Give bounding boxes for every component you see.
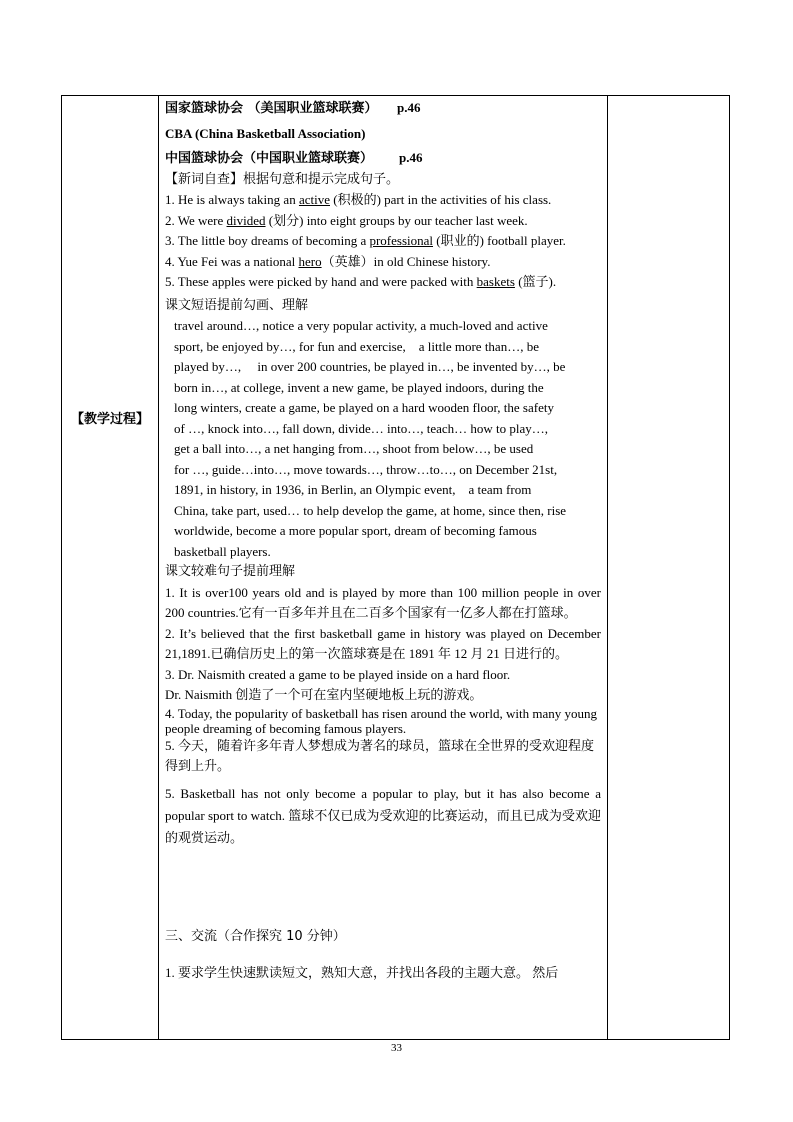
phrase-line: of …, knock into…, fall down, divide… into…, teach… how to play…,: [174, 420, 549, 436]
sentence-5b: 5. Basketball has not only become a popular to play, but it has also become a popular sport to watch. 篮球不仅已成为受欢迎的比赛运动，而且已成为受欢迎的观赏运动。: [165, 785, 601, 845]
vocab-answer: baskets: [476, 274, 515, 289]
phrase-line: played by…, in over 200 countries, be played in…, be invented by…, be: [174, 359, 566, 374]
header-line-1: 国家篮球协会 （美国职业篮球联赛） p.46: [165, 100, 421, 116]
phrase-line: basketball players.: [174, 543, 271, 559]
section-3-item-1: 1. 要求学生快速默读短文，熟知大意，并找出各段的主题大意。 然后: [165, 965, 559, 980]
sentence-1: 1. It is over100 years old and is played by more than 100 million people in over 200 countries.它有一百多年并且在二百多个国家有一亿多人都在打篮球。: [165, 584, 601, 620]
sentence-2: 2. It’s believed that the first basketball game in history was played on December 21,1891.已确信历史上的第一次篮球赛是在 1891 年 12 月 21 日进行的。: [165, 625, 601, 661]
vocab-item: 5. These apples were picked by hand and were packed with baskets (篮子).: [165, 274, 557, 289]
phrase-line: worldwide, become a more popular sport, dream of becoming famous: [174, 523, 537, 538]
sentences-title: 课文较难句子提前理解: [165, 564, 296, 579]
header-line-3: 中国篮球协会（中国职业篮球联赛） p.46: [165, 150, 423, 166]
phrases-title: 课文短语提前勾画、理解: [165, 297, 309, 313]
header-line-2: CBA (China Basketball Association): [165, 125, 366, 141]
phrase-line: long winters, create a game, be played on a hard wooden floor, the safety: [174, 400, 554, 415]
vocab-item: 4. Yue Fei was a national hero（英雄）in old Chinese history.: [165, 253, 491, 269]
phrase-list: [165, 316, 601, 562]
sentence-3-en: 3. Dr. Naismith created a game to be played inside on a hard floor.: [165, 666, 511, 682]
sentence-4: 4. Today, the popularity of basketball has risen around the world, with many young people dreaming of becoming famous players.: [165, 705, 597, 736]
phrase-line: sport, be enjoyed by…, for fun and exercise, a little more than…, be: [174, 338, 539, 354]
vocab-answer: professional: [369, 233, 434, 248]
phrase-line: for …, guide…into…, move towards…, throw…to…, on December 21st,: [174, 461, 558, 477]
sentence-5-cn: 5. 今天，随着许多年青人梦想成为著名的球员，篮球在全世界的受欢迎程度得到上升。: [165, 737, 595, 773]
column-divider-right: [607, 96, 608, 1039]
vocab-answer: divided: [226, 212, 266, 228]
column-divider-left: [158, 96, 159, 1039]
section-3-title: 三、交流（合作探究 10 分钟）: [165, 928, 346, 944]
vocab-answer: hero: [298, 253, 322, 269]
vocab-list: [165, 190, 601, 293]
phrase-line: China, take part, used… to help develop the game, at home, since then, rise: [174, 502, 567, 518]
vocab-item: 1. He is always taking an active (积极的) part in the activities of his class.: [165, 192, 552, 207]
page-number: 33: [391, 1042, 402, 1054]
sentence-3-cn: Dr. Naismith 创造了一个可在室内坚硬地板上玩的游戏。: [165, 687, 483, 702]
vocab-item: 2. We were divided (划分) into eight groups by our teacher last week.: [165, 212, 528, 228]
phrase-line: 1891, in history, in 1936, in Berlin, an Olympic event, a team from: [174, 482, 532, 497]
vocab-title: 【新词自查】根据句意和提示完成句子。: [165, 171, 400, 187]
vocab-answer: active: [298, 192, 330, 207]
lesson-table: [61, 95, 730, 1040]
phrase-line: travel around…, notice a very popular activity, a much-loved and active: [174, 318, 548, 333]
phrase-line: born in…, at college, invent a new game, be played indoors, during the: [174, 379, 544, 395]
phrase-line: get a ball into…, a net hanging from…, shoot from below…, be used: [174, 441, 534, 456]
teaching-process-label: 【教学过程】: [70, 412, 149, 427]
vocab-item: 3. The little boy dreams of becoming a professional (职业的) football player.: [165, 233, 566, 248]
lesson-content: [165, 98, 601, 984]
